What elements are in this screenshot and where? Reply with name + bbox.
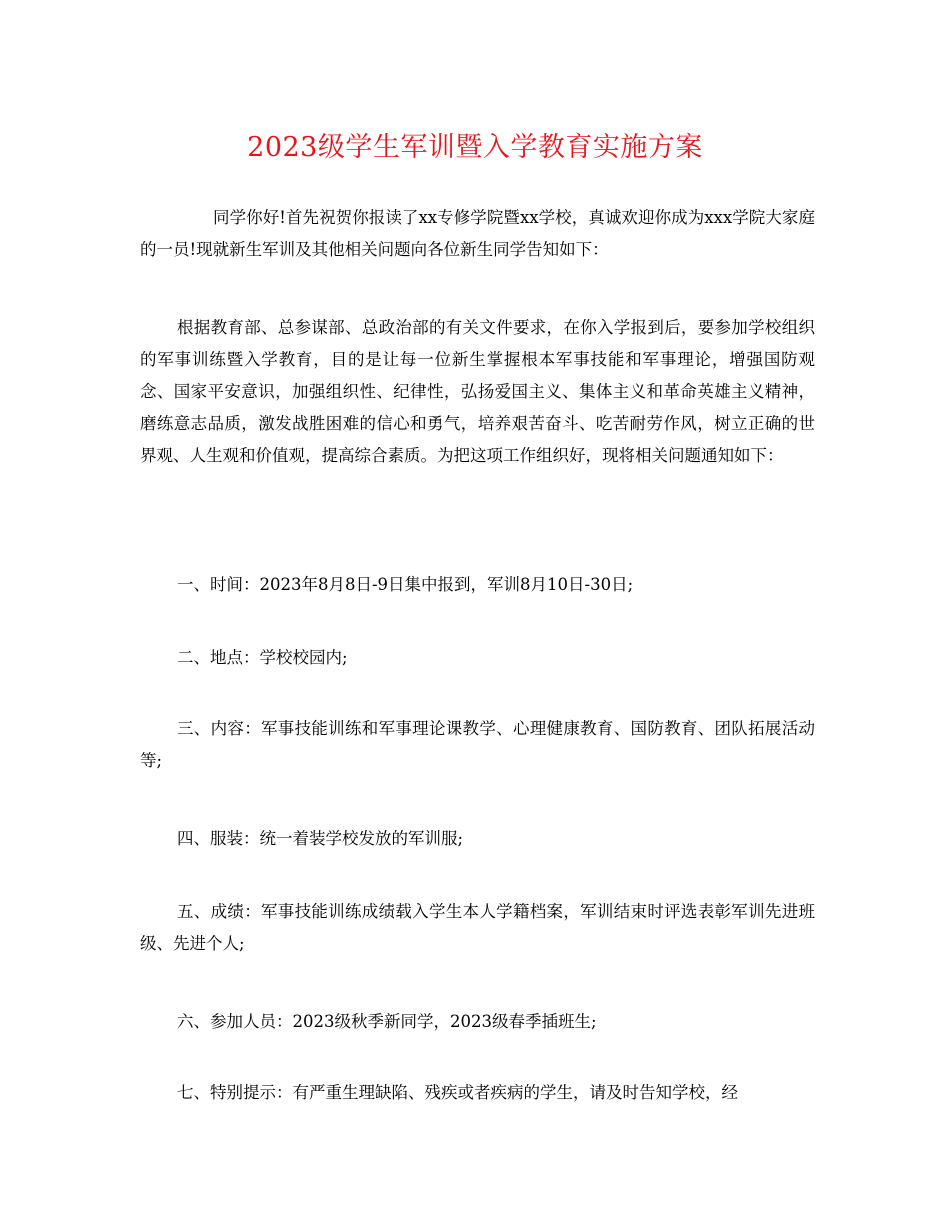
- item-special-notice-paragraph: 七、特别提示：有严重生理缺陷、残疾或者疾病的学生，请及时告知学校，经: [177, 1083, 738, 1102]
- document-title: 2023级学生军训暨入学教育实施方案: [247, 132, 703, 163]
- item-participants-paragraph: 六、参加人员：2023级秋季新同学，2023级春季插班生;: [177, 1012, 597, 1031]
- item-location-paragraph: 二、地点：学校校园内;: [177, 648, 348, 667]
- item-uniform-paragraph: 四、服装：统一着装学校发放的军训服;: [177, 829, 464, 848]
- intro-paragraph: 同学你好!首先祝贺你报读了xx专修学院暨xx学校，真诚欢迎你成为xxx学院大家庭的一员!现就新生军训及其他相关问题向各位新生同学告知如下：: [140, 208, 815, 259]
- item-content-paragraph: 三、内容：军事技能训练和军事理论课教学、心理健康教育、国防教育、团队拓展活动等;: [140, 719, 815, 770]
- item-grades-paragraph: 五、成绩：军事技能训练成绩载入学生本人学籍档案，军训结束时评选表彰军训先进班级、先进个人;: [140, 902, 815, 953]
- basis-paragraph: 根据教育部、总参谋部、总政治部的有关文件要求，在你入学报到后，要参加学校组织的军事训练暨入学教育，目的是让每一位新生掌握根本军事技能和军事理论，增强国防观念、国家平安意识，加强组织性、纪律性，弘扬爱国主义、集体主义和革命英雄主义精神，磨练意志品质，激发战胜困难的信心和勇气，培养艰苦奋斗、吃苦耐劳作风，树立正确的世界观、人生观和价值观，提高综合素质。为把这项工作组织好，现将相关问题通知如下：: [140, 318, 815, 465]
- item-time-paragraph: 一、时间：2023年8月8日-9日集中报到，军训8月10日-30日;: [177, 575, 634, 594]
